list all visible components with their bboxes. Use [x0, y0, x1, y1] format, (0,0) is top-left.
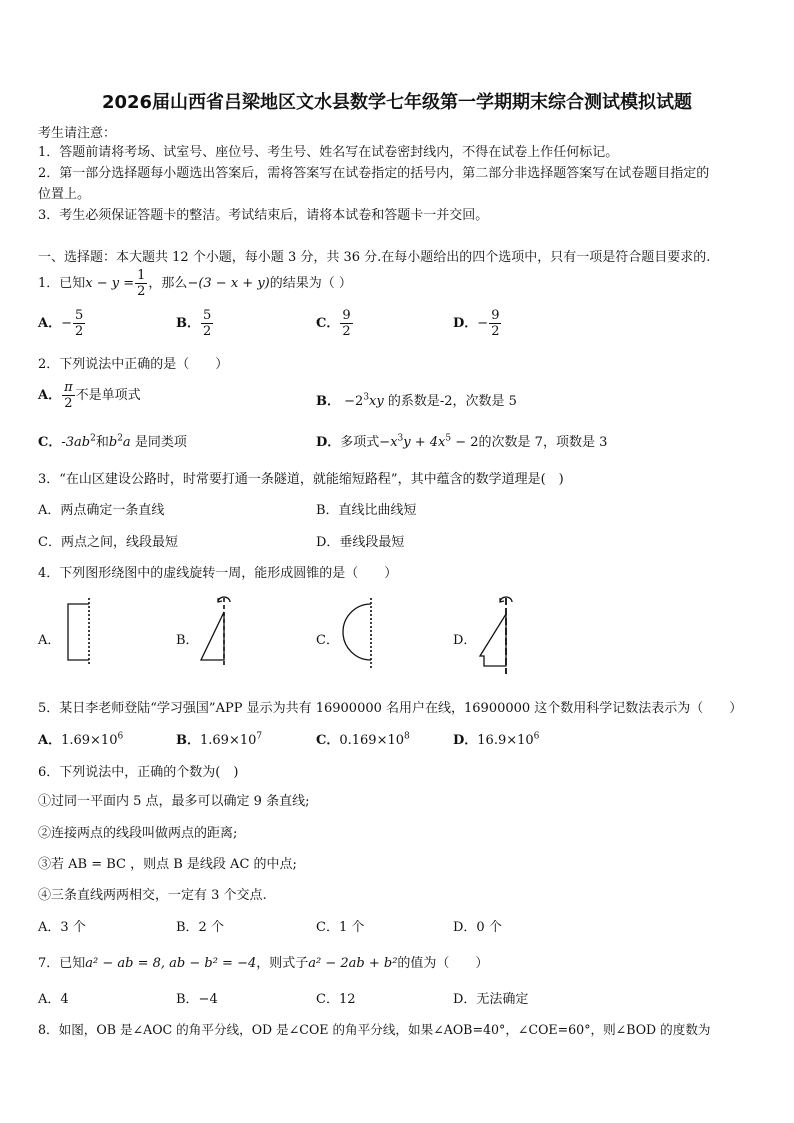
question-7-stem: 7．已知a² − ab = 8, ab − b² = −4，则式子a² − 2ab + b²的值为（ ）: [38, 956, 489, 971]
figure-a-rectangle: [62, 596, 102, 668]
question-8-stem: 8．如图，OB 是∠AOC 的角平分线，OD 是∠COE 的角平分线，如果∠AOB=40°，∠COE=60°，则∠BOD 的度数为: [38, 1022, 711, 1037]
page-title: 2026届山西省吕梁地区文水县数学七年级第一学期期末综合测试模拟试题: [101, 92, 693, 113]
notice-item-2: 2．第一部分选择题每小题选出答案后，需将答案写在试卷指定的括号内，第二部分非选择题答案写在试卷题目指定的: [38, 166, 710, 181]
question-2-option-c: C．$-3ab^2$和$b^2a$ 是同类项: [38, 433, 187, 450]
question-7-option-b: B．−4: [176, 992, 218, 1007]
question-3-option-d: D．垂线段最短: [316, 535, 405, 550]
notice-item-1: 1．答题前请将考场、试室号、座位号、考生号、姓名写在试卷密封线内，不得在试卷上作任何标记。: [38, 145, 619, 160]
question-1-option-d: D．− $\frac{9}{2}$: [453, 308, 500, 339]
question-5-option-b: B．$1.69\times 10^7$: [176, 731, 263, 748]
figure-d-stepped-triangle: [474, 592, 524, 678]
question-2-option-a: A． $\frac{\pi}{2}$ 不是单项式: [38, 380, 141, 411]
question-3-option-a: A．两点确定一条直线: [38, 503, 165, 518]
question-6-option-c: C．1 个: [316, 920, 365, 935]
question-6-item-4: ④三条直线两两相交，一定有 3 个交点.: [38, 888, 267, 903]
question-2-stem: 2．下列说法中正确的是（ ）: [38, 357, 229, 372]
notice-item-2-cont: 位置上。: [38, 187, 91, 202]
question-4-label-b: B．: [176, 633, 199, 648]
question-6-option-a: A．3 个: [38, 920, 86, 935]
figure-b-triangle: [196, 592, 244, 672]
question-3-option-c: C．两点之间，线段最短: [38, 535, 178, 550]
question-5-option-c: C．$0.169\times 10^8$: [316, 731, 410, 748]
notice-heading: 考生请注意：: [38, 126, 117, 141]
question-1-option-b: B． $\frac{5}{2}$: [176, 308, 212, 339]
question-1-stem: 1．已知x − y = $\frac{1}{2}$ ，那么−(3 − x + y)的结果为（ ）: [38, 268, 352, 299]
question-5-option-a: A．$1.69\times 10^6$: [38, 731, 124, 748]
question-4-label-a: A．: [38, 633, 61, 648]
question-6-option-d: D．0 个: [453, 920, 502, 935]
question-3-stem: 3．“在山区建设公路时，时常要打通一条隧道，就能缩短路程”，其中蕴含的数学道理是( ): [38, 472, 564, 487]
question-4-label-c: C．: [316, 633, 339, 648]
question-1-option-a: A．− $\frac{5}{2}$: [38, 308, 84, 339]
question-6-item-2: ②连接两点的线段叫做两点的距离;: [38, 826, 238, 841]
question-6-stem: 6．下列说法中，正确的个数为( ): [38, 765, 239, 780]
question-7-option-c: C．12: [316, 992, 356, 1007]
question-2-option-d: D．多项式$-x^3y + 4x^5 - 2$的次数是 7，项数是 3: [316, 433, 608, 450]
question-7-option-a: A．4: [38, 992, 69, 1007]
question-5-stem: 5．某日李老师登陆“学习强国”APP 显示为共有 16900000 名用户在线，16900000 这个数用科学记数法表示为（ ）: [38, 701, 743, 716]
notice-item-3: 3．考生必须保证答题卡的整洁。考试结束后，请将本试卷和答题卡一并交回。: [38, 208, 489, 223]
question-4-stem: 4．下列图形绕图中的虚线旋转一周，能形成圆锥的是（ ）: [38, 566, 398, 581]
question-5-option-d: D．$16.9\times 10^6$: [453, 731, 540, 748]
fraction: $\frac{1}{2}$: [137, 268, 146, 299]
question-6-item-1: ①过同一平面内 5 点，最多可以确定 9 条直线;: [38, 794, 310, 809]
question-4-label-d: D．: [453, 633, 477, 648]
question-1-option-c: C． $\frac{9}{2}$: [316, 308, 351, 339]
question-2-option-b: B． $-2^3xy$ 的系数是-2，次数是 5: [316, 392, 517, 409]
question-6-option-b: B．2 个: [176, 920, 224, 935]
section-heading: 一、选择题：本大题共 12 个小题，每小题 3 分，共 36 分.在每小题给出的四个选项中，只有一项是符合题目要求的.: [38, 250, 711, 265]
question-3-option-b: B．直线比曲线短: [316, 503, 417, 518]
question-6-item-3: ③若 AB = BC ，则点 B 是线段 AC 的中点;: [38, 857, 297, 872]
figure-c-semicircle: [338, 596, 382, 672]
question-7-option-d: D．无法确定: [453, 992, 529, 1007]
